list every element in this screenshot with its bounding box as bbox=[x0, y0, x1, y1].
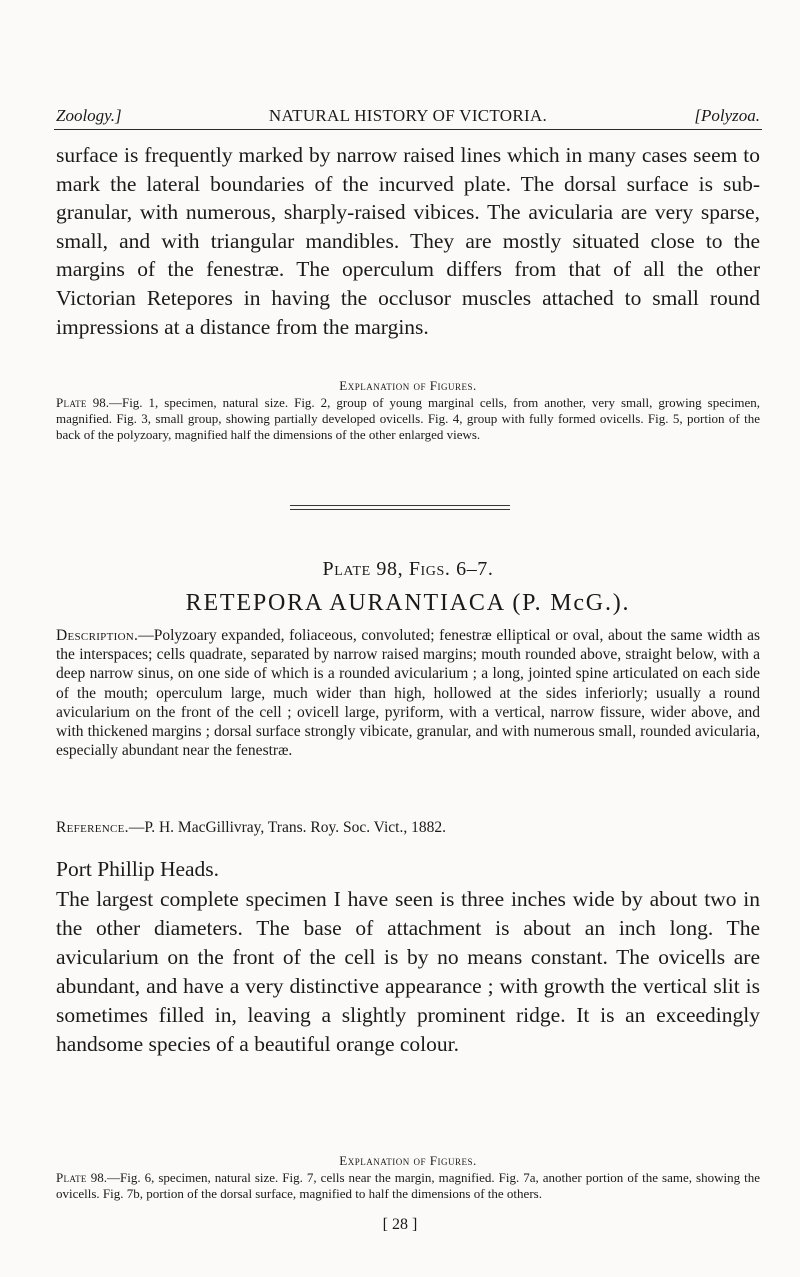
reference-paragraph bbox=[56, 818, 760, 837]
separator-rule-top bbox=[290, 505, 510, 506]
separator-rule-bottom bbox=[290, 509, 510, 510]
explanation-body-1: 98.—Fig. 1, specimen, natural size. Fig. 2, group of young marginal cells, from another, very small, growing specimen, magnified. Fig. 3, small group, showing partially developed ovicells. Fig. 4, group with fully formed ovicells. Fig. 5, portion of the back of the polyzoary, magnified half the dimensions of the other enlarged views. bbox=[56, 395, 761, 442]
description-label: Description. bbox=[56, 627, 139, 644]
explanation-text-2 bbox=[56, 1170, 760, 1202]
page-number: [ 28 ] bbox=[382, 1216, 418, 1233]
header-section-label: Zoology.] bbox=[56, 106, 122, 125]
locality: Port Phillip Heads. bbox=[56, 857, 220, 881]
species-title: RETEPORA AURANTIACA (P. McG.). bbox=[185, 590, 631, 616]
description-paragraph bbox=[56, 626, 760, 760]
header-rule bbox=[54, 129, 762, 130]
explanation-body-2: 98.—Fig. 6, specimen, natural size. Fig. 7, cells near the margin, magnified. Fig. 7a, another portion of the same, showing the ovicells. Fig. 7b, portion of the dorsal surface, magnified to half the dimensions of the others. bbox=[56, 1170, 760, 1201]
header-subject-label: [Polyzoa. bbox=[694, 106, 760, 125]
plate-label-2: Plate bbox=[56, 1170, 87, 1185]
plate-heading: Plate 98, Figs. 6–7. bbox=[322, 558, 494, 580]
remarks-paragraph: The largest complete specimen I have seen is three inches wide by about two in the other diameters. The base of attachment is about an inch long. The avicularium on the front of the cell is by no means constant. The ovicells are abundant, and have a very distinctive appearance ; with growth the vertical slit is sometimes filled in, leaving a slightly prominent ridge. It is an exceedingly handsome species of a beautiful orange colour. bbox=[56, 887, 760, 1056]
continued-paragraph: surface is frequently marked by narrow raised lines which in many cases seem to mark the lateral boundaries of the incurved plate. The dorsal surface is sub-granular, with numerous, sharply-raised vibices. The avicularia are very sparse, small, and with triangular mandibles. They are mostly situated close to the margins of the fenestræ. The operculum differs from that of all the other Victorian Retepores in having the occlusor muscles attached to small round impressions at a distance from the margins. bbox=[56, 143, 760, 339]
reference-body: —P. H. MacGillivray, Trans. Roy. Soc. Vict., 1882. bbox=[128, 819, 446, 836]
reference-label: Reference. bbox=[56, 819, 129, 836]
explanation-heading-2: Explanation of Figures. bbox=[339, 1153, 477, 1168]
header-book-title: NATURAL HISTORY OF VICTORIA. bbox=[268, 106, 548, 125]
running-header bbox=[56, 106, 760, 126]
plate-label: Plate bbox=[56, 395, 87, 410]
description-body: —Polyzoary expanded, foliaceous, convoluted; fenestræ elliptical or oval, about the same width as the interspaces; cells quadrate, separated by narrow raised margins; mouth rounded above, straight below, with a deep narrow sinus, on one side of which is a rounded avicularium ; a long, jointed spine articulated on each side of the mouth; operculum large, much wider than high, hollowed at the sides inferiorly; usually a round avicularium on the front of the cell ; ovicell large, pyriform, with a vertical, narrow fissure, wider above, and with thickened margins ; dorsal surface strongly vibicate, granular, and with numerous small, rounded avicularia, especially abundant near the fenestræ. bbox=[56, 627, 760, 760]
explanation-heading-1: Explanation of Figures. bbox=[339, 378, 477, 393]
explanation-text-1 bbox=[56, 395, 760, 443]
